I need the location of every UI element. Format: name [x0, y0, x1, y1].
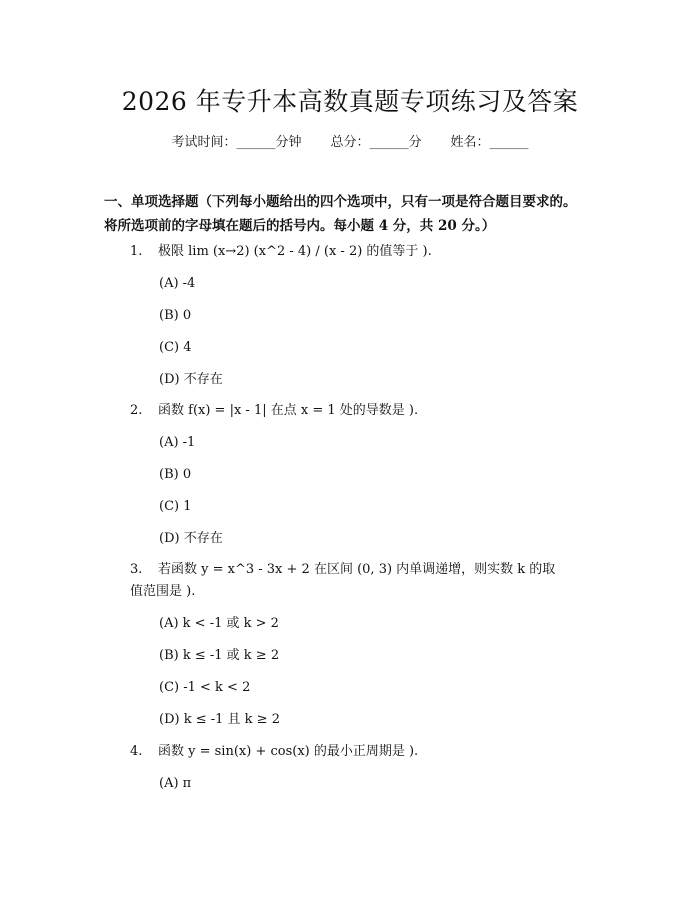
- question-text-line-1: 若函数 y = x^3 - 3x + 2 在区间 (0, 3) 内单调递增，则实数 k 的取: [158, 562, 556, 577]
- question-4-stem: [130, 741, 418, 763]
- student-name-field: 姓名：______: [450, 135, 529, 150]
- question-number: 2.: [130, 403, 143, 418]
- question-2-option-a: (A) -1: [159, 435, 196, 450]
- question-1-option-d: (D) 不存在: [159, 372, 223, 387]
- question-4-option-a: (A) π: [159, 776, 192, 791]
- exam-time-field: 考试时间：______分钟: [171, 135, 302, 150]
- question-2-stem: [130, 400, 418, 422]
- section-heading-line-2: 将所选项前的字母填在题后的括号内。每小题 4 分，共 20 分。）: [104, 218, 496, 234]
- exam-meta: [0, 131, 700, 150]
- question-1-option-a: (A) -4: [159, 276, 196, 291]
- question-3-option-a: (A) k < -1 或 k > 2: [159, 616, 279, 631]
- question-3-option-c: (C) -1 < k < 2: [159, 680, 251, 695]
- question-number: 4.: [130, 744, 143, 759]
- question-number: 3.: [130, 562, 143, 577]
- total-score-field: 总分：______分: [330, 135, 422, 150]
- question-number: 1.: [130, 244, 143, 259]
- question-text: 极限 lim (x→2) (x^2 - 4) / (x - 2) 的值等于 ).: [158, 244, 432, 259]
- question-text: 函数 y = sin(x) + cos(x) 的最小正周期是 ).: [158, 744, 419, 759]
- question-3-option-b: (B) k ≤ -1 或 k ≥ 2: [159, 648, 280, 663]
- section-heading-line-1: 一、单项选择题（下列每小题给出的四个选项中，只有一项是符合题目要求的。: [104, 194, 577, 210]
- question-1-stem: [130, 241, 432, 263]
- question-1-option-b: (B) 0: [159, 308, 192, 323]
- question-3-option-d: (D) k ≤ -1 且 k ≥ 2: [159, 712, 280, 727]
- question-2-option-d: (D) 不存在: [159, 531, 223, 546]
- question-2-option-c: (C) 1: [159, 499, 192, 514]
- question-2-option-b: (B) 0: [159, 467, 192, 482]
- page-title: 2026 年专升本高数真题专项练习及答案: [121, 87, 579, 116]
- section-heading: [104, 190, 604, 238]
- question-3-stem: [130, 559, 555, 581]
- question-3-stem-continued: 值范围是 ).: [130, 584, 196, 599]
- question-text: 函数 f(x) = |x - 1| 在点 x = 1 处的导数是 ).: [158, 403, 419, 418]
- question-1-option-c: (C) 4: [159, 340, 192, 355]
